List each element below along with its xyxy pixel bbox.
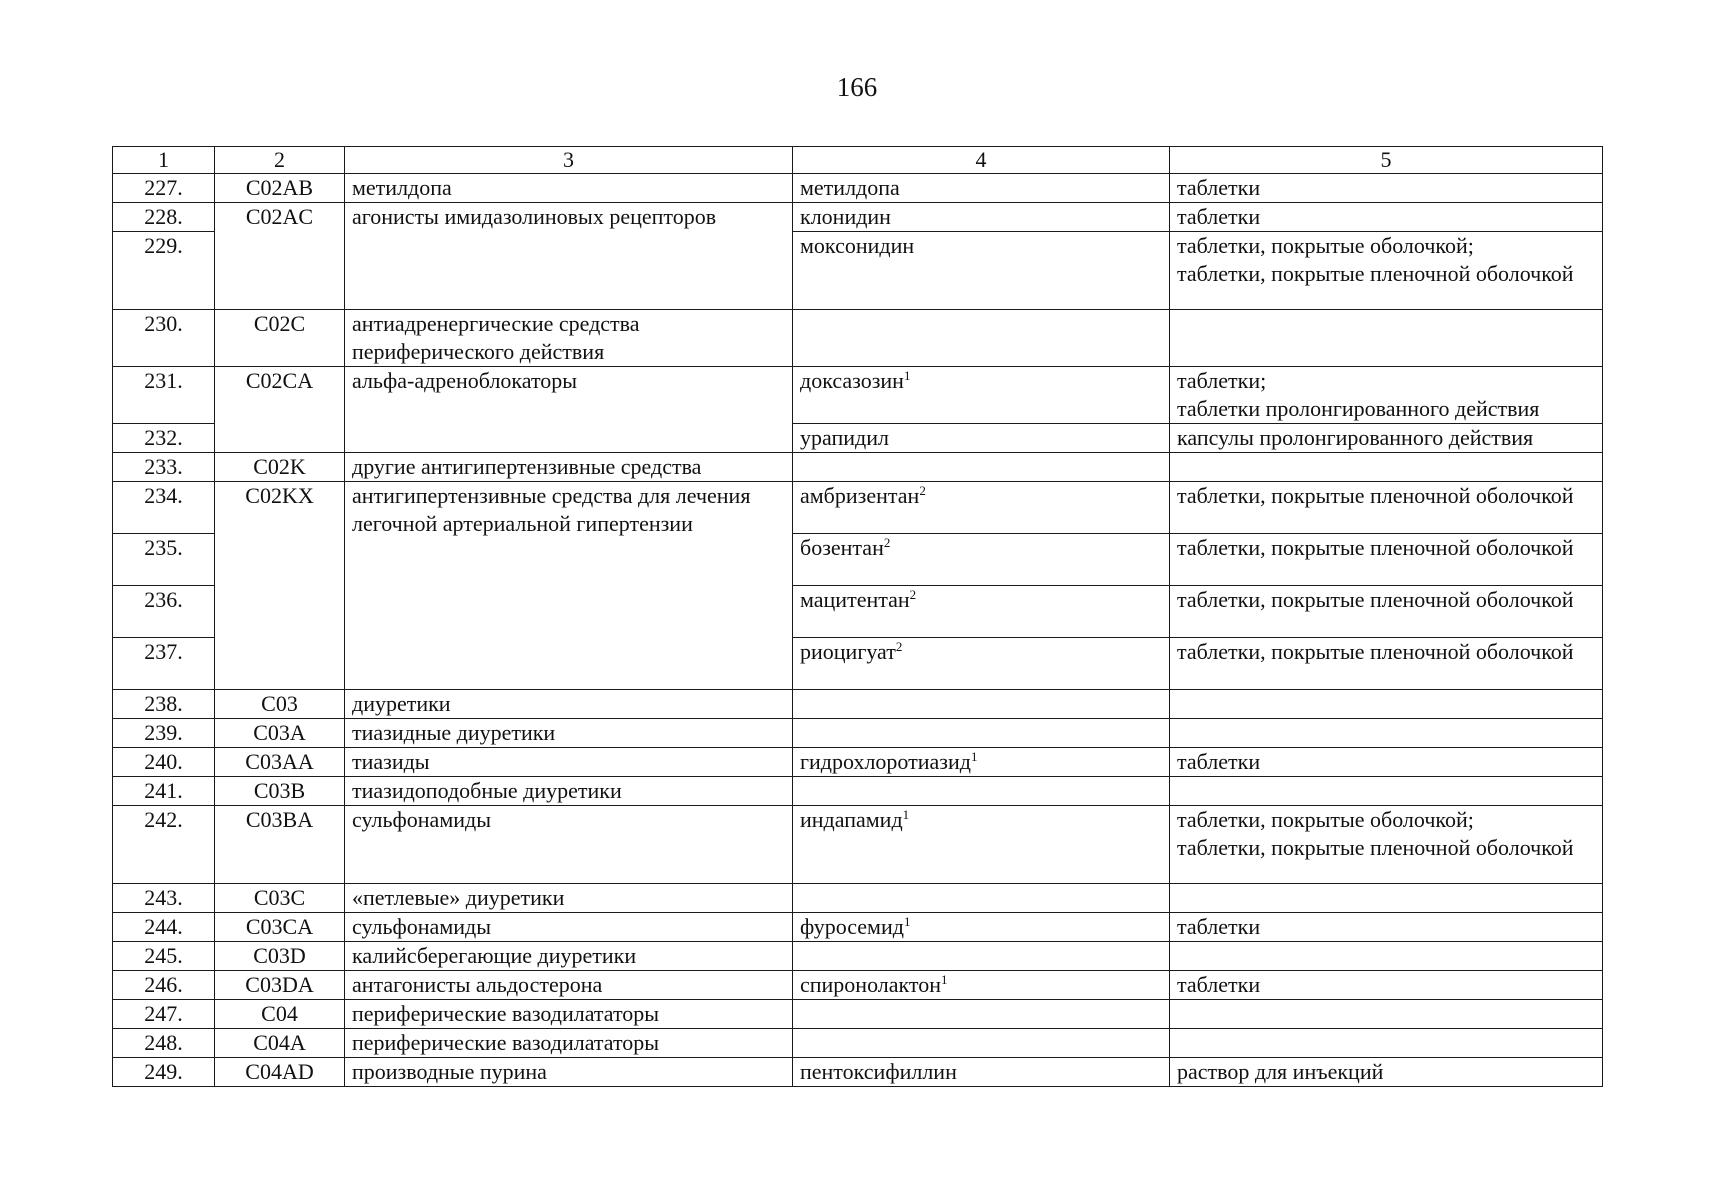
table-row: [113, 1000, 1603, 1029]
row-number-cell: 244.: [113, 913, 215, 942]
row-number-cell: 235.: [113, 534, 215, 586]
drug-name-cell: [793, 424, 1170, 453]
group-name-cell: агонисты имидазолиновых рецепторов: [345, 203, 793, 310]
atc-code-cell: C03D: [215, 942, 345, 971]
drug-name-cell: [793, 748, 1170, 777]
dosage-form-cell: капсулы пролонгированного действия: [1170, 424, 1603, 453]
footnote-marker: 1: [902, 807, 910, 822]
drug-name: мацитентан: [800, 587, 910, 612]
drug-name-cell: [793, 232, 1170, 310]
drug-name: спиронолактон: [800, 972, 942, 997]
page-number: 166: [836, 72, 878, 102]
atc-code-cell: C03AA: [215, 748, 345, 777]
drug-name: амбризентан: [800, 483, 920, 508]
dosage-form-cell: [1170, 719, 1603, 748]
drug-name-cell: [793, 913, 1170, 942]
table-row: [113, 482, 1603, 534]
dosage-form-cell: таблетки: [1170, 748, 1603, 777]
group-name-cell: периферические вазодилататоры: [345, 1029, 793, 1058]
drug-name-cell: [793, 638, 1170, 690]
table-row: [113, 806, 1603, 884]
table-row: [113, 777, 1603, 806]
group-name-cell: антагонисты альдостерона: [345, 971, 793, 1000]
header-cell: 4: [793, 147, 1170, 174]
drug-name-cell: [793, 586, 1170, 638]
drug-name-cell: [793, 1058, 1170, 1087]
dosage-form-cell: [1170, 690, 1603, 719]
table-header-row: [113, 147, 1603, 174]
drug-name-cell: [793, 482, 1170, 534]
group-name-cell: тиазиды: [345, 748, 793, 777]
row-number-cell: 232.: [113, 424, 215, 453]
table-row: [113, 453, 1603, 482]
dosage-form-cell: раствор для инъекций: [1170, 1058, 1603, 1087]
dosage-form-cell: [1170, 884, 1603, 913]
group-name-cell: альфа-адреноблокаторы: [345, 367, 793, 453]
row-number-cell: 249.: [113, 1058, 215, 1087]
group-name-cell: сульфонамиды: [345, 806, 793, 884]
drug-table: [112, 146, 1603, 1087]
footnote-marker: 1: [903, 368, 911, 383]
row-number-cell: 248.: [113, 1029, 215, 1058]
drug-name: метилдопа: [800, 175, 900, 200]
drug-name-cell: [793, 310, 1170, 367]
group-name-cell: производные пурина: [345, 1058, 793, 1087]
table-row: [113, 203, 1603, 232]
row-number-cell: 246.: [113, 971, 215, 1000]
row-number-cell: 228.: [113, 203, 215, 232]
atc-code-cell: C03B: [215, 777, 345, 806]
atc-code-cell: C03DA: [215, 971, 345, 1000]
table-row: [113, 174, 1603, 203]
drug-name: доксазозин: [800, 368, 904, 393]
dosage-form-cell: таблетки: [1170, 913, 1603, 942]
atc-code-cell: C03BA: [215, 806, 345, 884]
header-cell: 3: [345, 147, 793, 174]
dosage-form-cell: таблетки, покрытые пленочной оболочкой: [1170, 638, 1603, 690]
group-name-cell: метилдопа: [345, 174, 793, 203]
atc-code-cell: C03CA: [215, 913, 345, 942]
atc-code-cell: C04: [215, 1000, 345, 1029]
row-number-cell: 230.: [113, 310, 215, 367]
atc-code-cell: C04A: [215, 1029, 345, 1058]
table-row: [113, 971, 1603, 1000]
table-row: [113, 942, 1603, 971]
footnote-marker: 2: [895, 639, 903, 654]
drug-name-cell: [793, 453, 1170, 482]
header-cell: 1: [113, 147, 215, 174]
drug-name-cell: [793, 942, 1170, 971]
dosage-form-cell: таблетки, покрытые оболочкой; таблетки, покрытые пленочной оболочкой: [1170, 232, 1603, 310]
row-number-cell: 227.: [113, 174, 215, 203]
drug-name-cell: [793, 1000, 1170, 1029]
dosage-form-cell: таблетки, покрытые пленочной оболочкой: [1170, 482, 1603, 534]
row-number-cell: 241.: [113, 777, 215, 806]
row-number-cell: 229.: [113, 232, 215, 310]
group-name-cell: другие антигипертензивные средства: [345, 453, 793, 482]
row-number-cell: 238.: [113, 690, 215, 719]
drug-name-cell: [793, 690, 1170, 719]
table-row: [113, 367, 1603, 424]
table-row: [113, 884, 1603, 913]
group-name-cell: сульфонамиды: [345, 913, 793, 942]
row-number-cell: 245.: [113, 942, 215, 971]
row-number-cell: 231.: [113, 367, 215, 424]
footnote-marker: 2: [909, 587, 917, 602]
row-number-cell: 243.: [113, 884, 215, 913]
group-name-cell: «петлевые» диуретики: [345, 884, 793, 913]
group-name-cell: антиадренергические средства периферического действия: [345, 310, 793, 367]
drug-name-cell: [793, 367, 1170, 424]
row-number-cell: 237.: [113, 638, 215, 690]
group-name-cell: тиазидные диуретики: [345, 719, 793, 748]
header-cell: 5: [1170, 147, 1603, 174]
table-row: [113, 310, 1603, 367]
dosage-form-cell: таблетки: [1170, 174, 1603, 203]
dosage-form-cell: [1170, 1029, 1603, 1058]
drug-name-cell: [793, 174, 1170, 203]
drug-name: фуросемид: [800, 914, 904, 939]
table-row: [113, 690, 1603, 719]
footnote-marker: 1: [903, 914, 911, 929]
group-name-cell: калийсберегающие диуретики: [345, 942, 793, 971]
atc-code-cell: C02C: [215, 310, 345, 367]
drug-name: риоцигуат: [800, 639, 896, 664]
group-name-cell: диуретики: [345, 690, 793, 719]
dosage-form-cell: [1170, 942, 1603, 971]
drug-name: моксонидин: [800, 233, 915, 258]
row-number-cell: 234.: [113, 482, 215, 534]
drug-name-cell: [793, 884, 1170, 913]
footnote-marker: 2: [883, 535, 891, 550]
table-row: [113, 1058, 1603, 1087]
table-row: [113, 748, 1603, 777]
row-number-cell: 242.: [113, 806, 215, 884]
row-number-cell: 240.: [113, 748, 215, 777]
dosage-form-cell: [1170, 453, 1603, 482]
drug-name-cell: [793, 534, 1170, 586]
footnote-marker: 1: [970, 749, 978, 764]
drug-name: индапамид: [800, 807, 903, 832]
group-name-cell: тиазидоподобные диуретики: [345, 777, 793, 806]
atc-code-cell: C03C: [215, 884, 345, 913]
drug-name-cell: [793, 777, 1170, 806]
drug-name: урапидил: [800, 425, 889, 450]
row-number-cell: 239.: [113, 719, 215, 748]
drug-name: гидрохлоротиазид: [800, 749, 971, 774]
atc-code-cell: C04AD: [215, 1058, 345, 1087]
table-row: [113, 1029, 1603, 1058]
drug-name-cell: [793, 1029, 1170, 1058]
atc-code-cell: C02K: [215, 453, 345, 482]
dosage-form-cell: [1170, 310, 1603, 367]
drug-name-cell: [793, 971, 1170, 1000]
dosage-form-cell: таблетки: [1170, 203, 1603, 232]
footnote-marker: 1: [941, 972, 948, 987]
dosage-form-cell: [1170, 777, 1603, 806]
dosage-form-cell: таблетки; таблетки пролонгированного действия: [1170, 367, 1603, 424]
table-row: [113, 719, 1603, 748]
row-number-cell: 247.: [113, 1000, 215, 1029]
dosage-form-cell: таблетки, покрытые пленочной оболочкой: [1170, 534, 1603, 586]
atc-code-cell: C03: [215, 690, 345, 719]
drug-name-cell: [793, 719, 1170, 748]
dosage-form-cell: таблетки, покрытые пленочной оболочкой: [1170, 586, 1603, 638]
dosage-form-cell: таблетки, покрытые оболочкой; таблетки, покрытые пленочной оболочкой: [1170, 806, 1603, 884]
atc-code-cell: C03A: [215, 719, 345, 748]
group-name-cell: антигипертензивные средства для лечения легочной артериальной гипертензии: [345, 482, 793, 690]
footnote-marker: 2: [919, 483, 926, 498]
drug-name: пентоксифиллин: [800, 1059, 957, 1084]
row-number-cell: 233.: [113, 453, 215, 482]
atc-code-cell: C02AB: [215, 174, 345, 203]
drug-name: клонидин: [800, 204, 891, 229]
atc-code-cell: C02AC: [215, 203, 345, 310]
atc-code-cell: C02KX: [215, 482, 345, 690]
dosage-form-cell: таблетки: [1170, 971, 1603, 1000]
drug-name: бозентан: [800, 535, 884, 560]
row-number-cell: 236.: [113, 586, 215, 638]
dosage-form-cell: [1170, 1000, 1603, 1029]
drug-name-cell: [793, 203, 1170, 232]
drug-name-cell: [793, 806, 1170, 884]
header-cell: 2: [215, 147, 345, 174]
table-row: [113, 913, 1603, 942]
group-name-cell: периферические вазодилататоры: [345, 1000, 793, 1029]
atc-code-cell: C02CA: [215, 367, 345, 453]
